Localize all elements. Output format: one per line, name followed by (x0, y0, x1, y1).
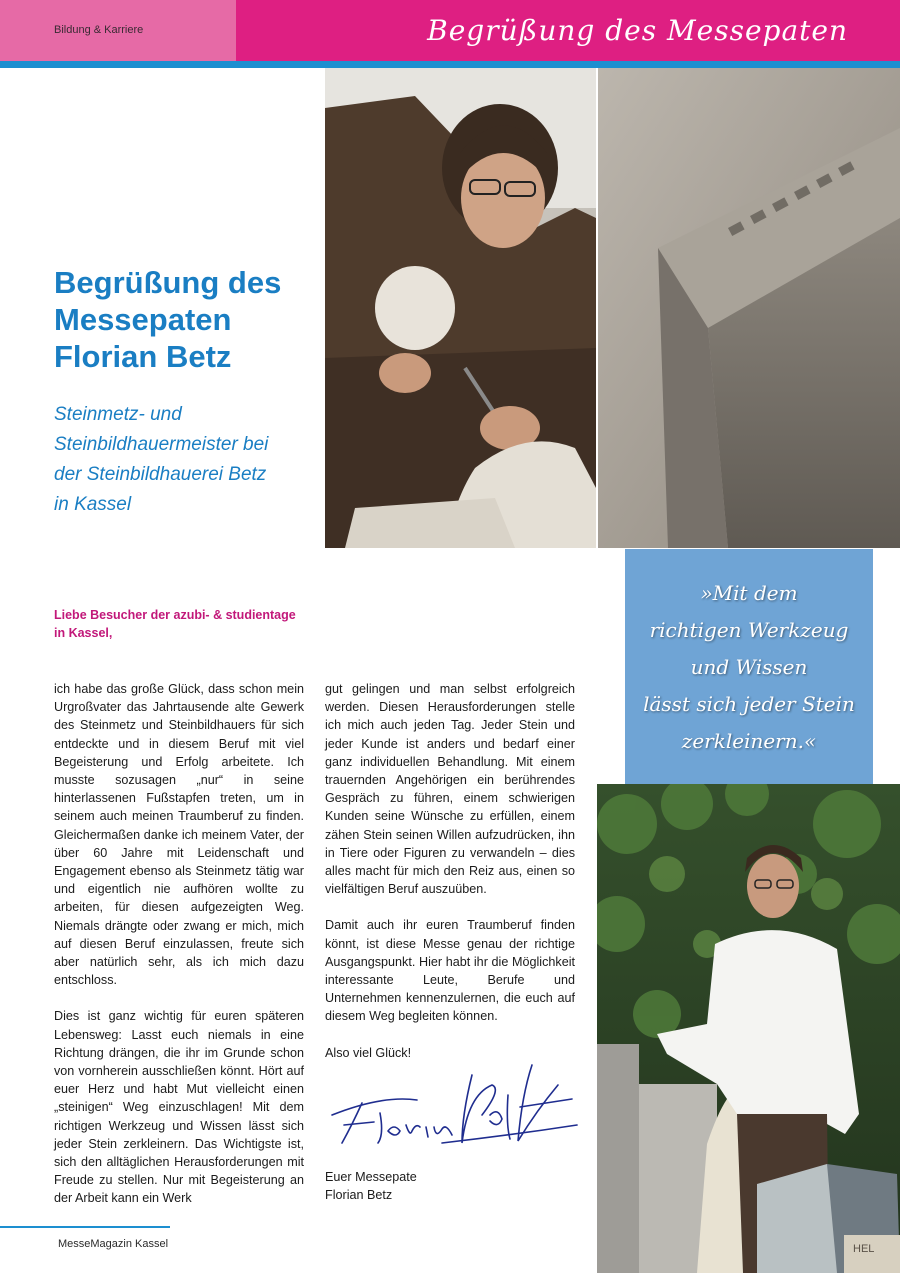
header-title: Begrüßung des Messepaten (427, 14, 848, 47)
quote-line: richtigen Werkzeug (649, 618, 849, 642)
quote-line: zerkleinern.« (681, 729, 817, 753)
header-rule (0, 61, 900, 68)
photo-stonemason-carving (325, 68, 596, 548)
greeting-line: Liebe Besucher der azubi- & studientage (54, 608, 296, 622)
greeting (54, 606, 324, 642)
quote-line: lässt sich jeder Stein (643, 692, 855, 716)
subline-line: Steinmetz- und (54, 404, 182, 425)
signature (322, 1055, 582, 1160)
headline-line: Florian Betz (54, 339, 232, 374)
pull-quote (625, 575, 873, 760)
body-paragraph: gut gelingen und man selbst erfolgreich werden. Diesen Herausforderungen stelle ich mich auch jeden Tag. Jeder Stein und jeder Kunde ist anders und bedarf einer ganz individuellen Behandlung. Mit einem trauernden Angehörigen ein berührendes Gespräch zu führen, einem schwierigen Kunden seine Wünsche zu erfüllen, einem zähen Stein seinen Willen aufzudrücken, ihn in Tiere oder Figuren zu verwandeln – dies alles macht für mich den Reiz aus, einen so vielfältigen Beruf auszuüben. (325, 682, 575, 897)
headline-line: Begrüßung des (54, 265, 282, 300)
body-paragraph: Damit auch ihr euren Traumberuf finden könnt, ist diese Messe genau der richtige Ausgangspunkt. Hier habt ihr die Möglichkeit interessante Leute, Berufe und Unternehmen kennenzulernen, die euch auf diesem Weg begleiten können. (325, 918, 575, 1024)
quote-line: und Wissen (690, 655, 808, 679)
body-paragraph: Also viel Glück! (325, 1045, 412, 1060)
body-paragraph: ich habe das große Glück, dass schon mein Urgroßvater das Jahrtausende alte Gewerk des Steinmetz und Steinbildhauers für sich entdeckte und in diesem Beruf mit viel Begeisterung und Erfolg arbeitete. Ich musste sozusagen „nur“ in seine hinterlassenen Fußstapfen treten, um in seinem auch meinen Traumberuf zu finden. Gleichermaßen danke ich meinem Vater, der über 60 Jahre mit Leidenschaft und Engagement ebenso als Steinmetz tätig war und eigentlich nie aufhören wollte zu arbeiten, für diesen aufgezeigten Weg. Niemals drängte oder zwang er mich, mich auf diesen Beruf einzulassen, freute sich aber natürlich sehr, als ich mich dazu entschloss. (54, 682, 304, 988)
greeting-line: in Kassel, (54, 626, 113, 640)
body-column-left (54, 680, 304, 1226)
subline-line: Steinbildhauermeister bei (54, 434, 269, 455)
headline-line: Messepaten (54, 302, 232, 337)
grave-sign-text: HEL (853, 1243, 875, 1255)
pull-quote-box (625, 549, 873, 801)
subline (54, 400, 324, 520)
section-label: Bildung & Karriere (54, 24, 144, 36)
closing-line: Euer Messepate (325, 1170, 417, 1184)
photo-portrait-florian-betz (597, 784, 900, 1273)
footer-rule (0, 1226, 170, 1228)
closing (325, 1168, 417, 1204)
closing-author: Florian Betz (325, 1188, 393, 1203)
subline-line: in Kassel (54, 494, 132, 515)
body-paragraph: Dies ist ganz wichtig für euren späteren Lebensweg: Lasst euch niemals in eine Richtung drängen, die ihr im Grunde schon von vornherein ausschließen könnt. Hört auf euer Herz und habt Mut vielleicht einen „steinigen“ Weg einzuschlagen! Mit dem richtigen Werkzeug und Wissen lässt sich jeder Stein zerkleinern. Das Wichtigste ist, sich den alltäglichen Herausforderungen mit Freude zu stellen. Nur mit Begeisterung an der Arbeit kann ein Werk (54, 1009, 304, 1206)
headline (54, 264, 324, 375)
footer-text: MesseMagazin Kassel (58, 1238, 169, 1250)
subline-line: der Steinbildhauerei Betz (54, 464, 267, 485)
body-column-right (325, 680, 575, 1080)
quote-line: »Mit dem (700, 581, 798, 605)
photo-stone-closeup (598, 68, 900, 548)
